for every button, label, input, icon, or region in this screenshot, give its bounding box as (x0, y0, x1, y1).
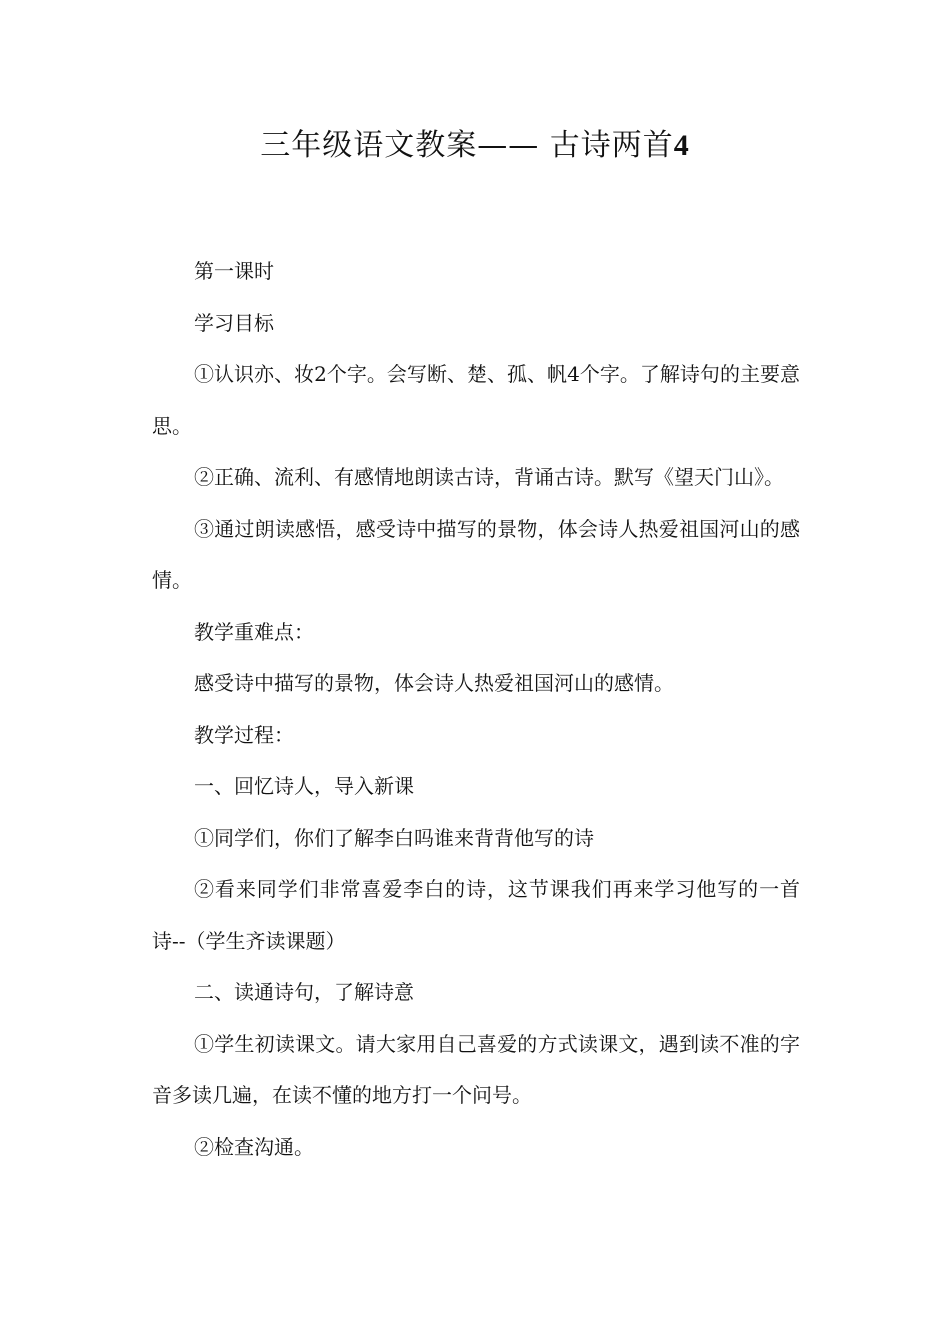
document-title-number: 4 (673, 129, 690, 162)
paragraph-key-points-heading: 教学重难点： (194, 619, 314, 644)
paragraph-key-points: 感受诗中描写的景物，体会诗人热爱祖国河山的感情。 (194, 671, 674, 695)
paragraph-objective-2: ②正确、流利、有感情地朗读古诗，背诵古诗。默写《望天门山》。 (194, 465, 784, 489)
paragraph-section-2-step-2: ②检查沟通。 (194, 1134, 314, 1159)
paragraph-objective-3: ③通过朗读感悟，感受诗中描写的景物，体会诗人热爱祖国河山的感情。 (152, 516, 800, 592)
paragraph-lesson-label: 第一课时 (194, 259, 274, 283)
paragraph-section-1-heading: 一、回忆诗人，导入新课 (194, 774, 414, 798)
paragraph-objectives-heading: 学习目标 (194, 310, 274, 335)
paragraph-section-1-step-2: ②看来同学们非常喜爱李白的诗，这节课我们再来学习他写的一首诗--（学生齐读课题） (152, 877, 800, 953)
paragraph-section-2-heading: 二、读通诗句，了解诗意 (194, 980, 414, 1004)
paragraph-objective-1: ①认识亦、妆2个字。会写断、楚、孤、帆4个字。了解诗句的主要意思。 (152, 362, 800, 438)
document-title-main: 三年级语文教案—— 古诗两首 (260, 128, 674, 163)
document-body (152, 246, 800, 1173)
paragraph-section-2-step-1: ①学生初读课文。请大家用自己喜爱的方式读课文，遇到读不准的字音多读几遍，在读不懂的地方打一个问号。 (152, 1031, 800, 1107)
paragraph-section-1-step-1: ①同学们，你们了解李白吗谁来背背他写的诗 (194, 825, 594, 850)
document-title (0, 124, 950, 168)
paragraph-process-heading: 教学过程： (194, 722, 294, 747)
